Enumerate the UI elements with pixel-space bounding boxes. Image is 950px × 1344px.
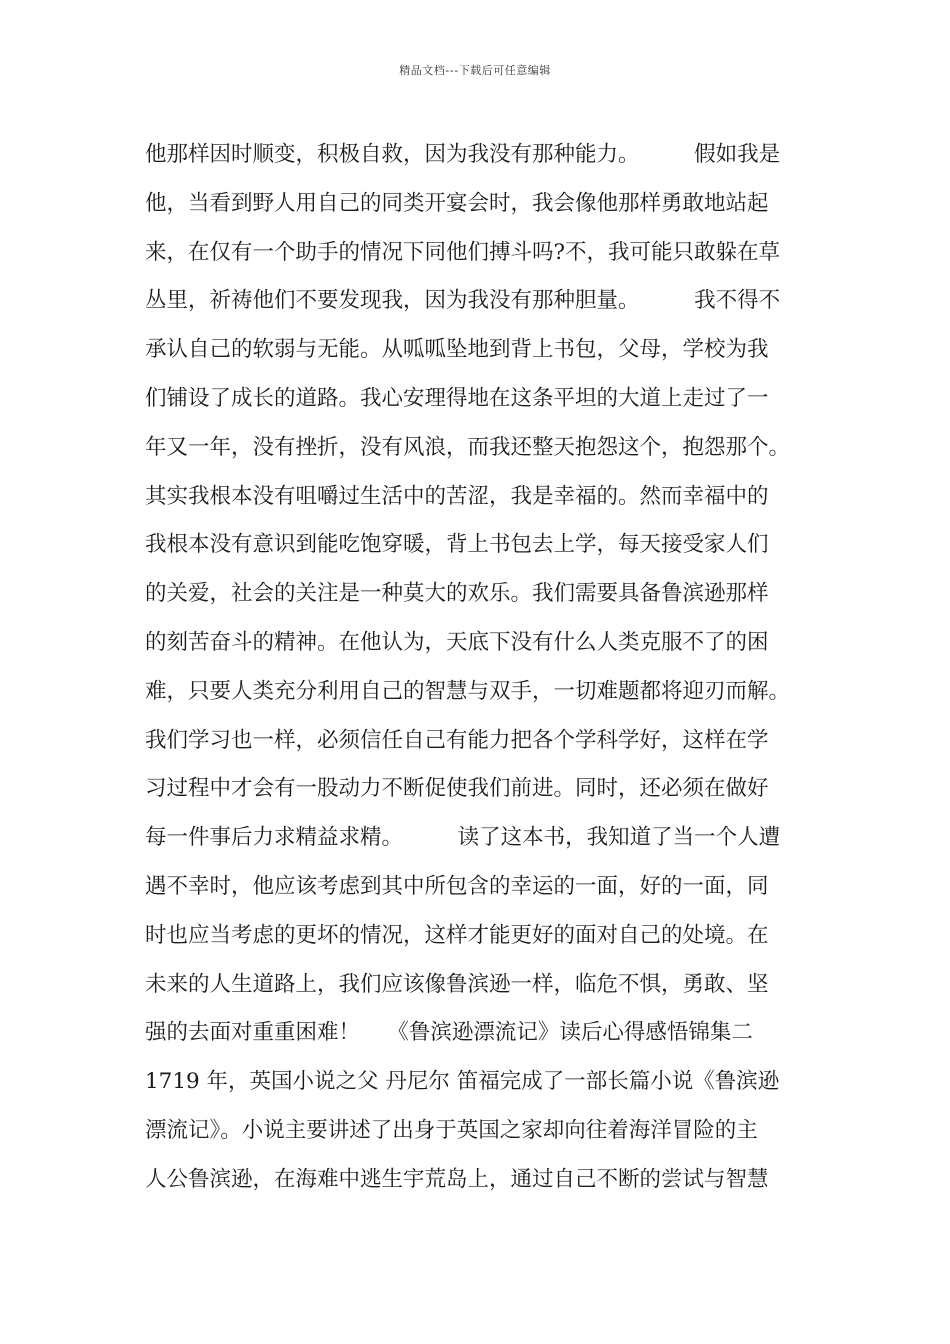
text-line: 漂流记》。小说主要讲述了出身于英国之家却向往着海洋冒险的主 [145, 1117, 758, 1143]
text-line: 习过程中才会有一股动力不断促使我们前进。同时，还必须在做好 [145, 776, 769, 802]
text-line: 承认自己的软弱与无能。从呱呱坠地到背上书包，父母，学校为我 [145, 337, 769, 363]
text-line: 年又一年，没有挫折，没有风浪，而我还整天抱怨这个，抱怨那个。 [145, 434, 791, 460]
text-line: 其实我根本没有咀嚼过生活中的苦涩，我是幸福的。然而幸福中的 [145, 483, 769, 509]
document-body [145, 131, 825, 1205]
text-line: 来，在仅有一个助手的情况下同他们搏斗吗?不，我可能只敢躲在草 [145, 239, 781, 265]
text-line: 强的去面对重重困难！ 《鲁滨逊漂流记》读后心得感悟锦集二 [145, 1020, 753, 1046]
text-line: 的关爱，社会的关注是一种莫大的欢乐。我们需要具备鲁滨逊那样 [145, 581, 769, 607]
text-line: 难，只要人类充分利用自己的智慧与双手，一切难题都将迎刃而解。 [145, 678, 791, 704]
text-line: 未来的人生道路上，我们应该像鲁滨逊一样，临危不惧，勇敢、坚 [145, 971, 769, 997]
text-line: 时也应当考虑的更坏的情况，这样才能更好的面对自己的处境。在 [145, 922, 769, 948]
page-header: 精品文档---下载后可任意编辑 [399, 64, 551, 77]
text-line: 的刻苦奋斗的精神。在他认为，天底下没有什么人类克服不了的困 [145, 629, 769, 655]
text-line: 丛里，祈祷他们不要发现我，因为我没有那种胆量。 我不得不 [145, 288, 781, 314]
text-line: 每一件事后力求精益求精。 读了这本书，我知道了当一个人遭 [145, 825, 781, 851]
text-line: 人公鲁滨逊，在海难中逃生宇荒岛上，通过自己不断的尝试与智慧 [145, 1166, 769, 1192]
text-line: 他，当看到野人用自己的同类开宴会时，我会像他那样勇敢地站起 [145, 190, 769, 216]
text-line: 我们学习也一样，必须信任自己有能力把各个学科学好，这样在学 [145, 727, 769, 753]
text-line: 我根本没有意识到能吃饱穿暖，背上书包去上学，每天接受家人们 [145, 532, 769, 558]
text-line: 们铺设了成长的道路。我心安理得地在这条平坦的大道上走过了一 [145, 385, 769, 411]
text-line: 遇不幸时，他应该考虑到其中所包含的幸运的一面，好的一面，同 [145, 873, 769, 899]
text-line: 1719 年，英国小说之父 丹尼尔 笛福完成了一部长篇小说《鲁滨逊 [145, 1069, 780, 1095]
text-line: 他那样因时顺变，积极自救，因为我没有那种能力。 假如我是 [145, 142, 781, 167]
